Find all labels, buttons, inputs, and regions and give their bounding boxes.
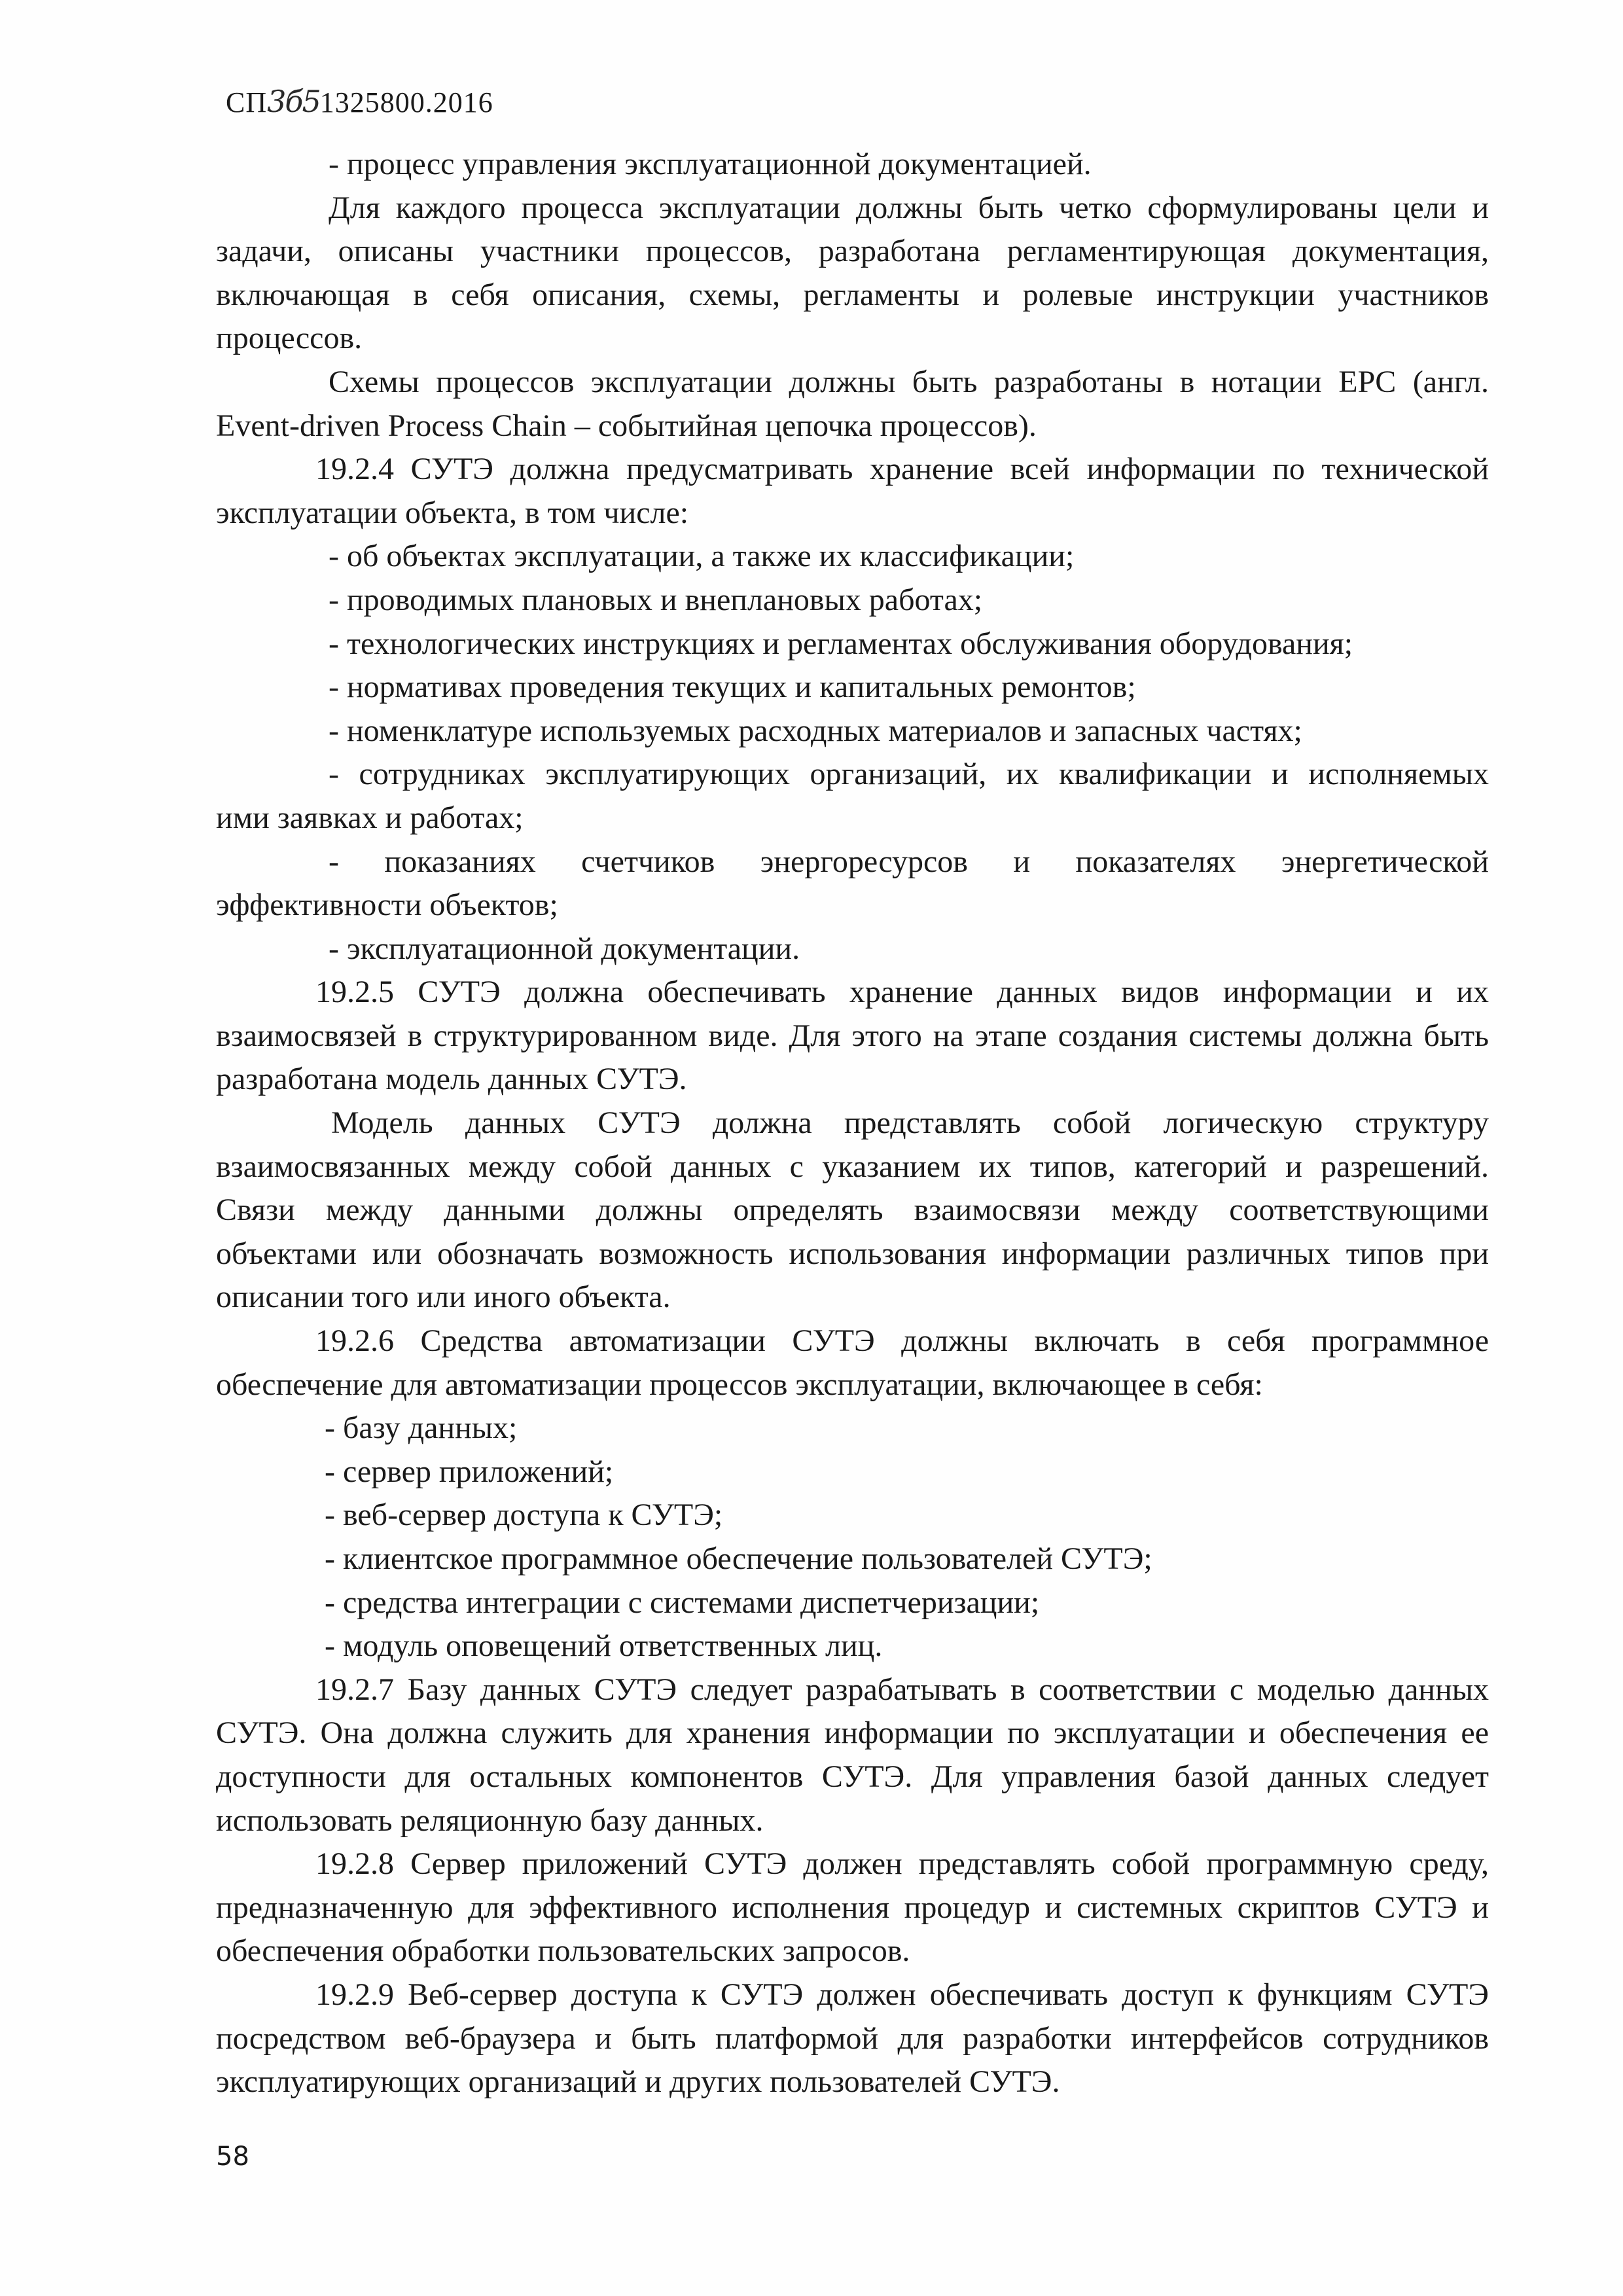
list-item: - об объектах эксплуатации, а также их классификации; xyxy=(329,539,1075,574)
list-item: - показаниях счетчиков энергоресурсов и показателях энергетической xyxy=(329,844,1489,879)
list-item: - технологических инструкциях и регламентах обслуживания оборудования; xyxy=(329,626,1353,661)
list-item: - сотрудниках эксплуатирующих организаций, их квалификации и исполняемых xyxy=(329,757,1489,792)
text-line: объектами или обозначать возможность использования информации различных типов при xyxy=(216,1236,1489,1271)
text-line: включающая в себя описания, схемы, регламенты и ролевые инструкции участников xyxy=(216,277,1489,312)
list-item: - веб-сервер доступа к СУТЭ; xyxy=(325,1498,723,1533)
list-item: - эксплуатационной документации. xyxy=(329,931,800,966)
text-line: 19.2.6 Средства автоматизации СУТЭ должны включать в себя программное xyxy=(315,1323,1489,1359)
page-number: 58 xyxy=(216,2142,249,2172)
list-item: - базу данных; xyxy=(325,1410,518,1446)
handwritten-number: 3б5 xyxy=(267,84,320,119)
text-line: задачи, описаны участники процессов, разработана регламентирующая документация, xyxy=(216,234,1489,269)
text-line: посредством веб-браузера и быть платформой для разработки интерфейсов сотрудников xyxy=(216,2020,1489,2056)
header-number: 1325800.2016 xyxy=(319,86,493,118)
text-line: 19.2.5 СУТЭ должна обеспечивать хранение данных видов информации и их xyxy=(315,975,1489,1010)
list-item: - клиентское программное обеспечение пользователей СУТЭ; xyxy=(325,1541,1152,1576)
text-line: разработана модель данных СУТЭ. xyxy=(216,1062,687,1097)
text-line: Модель данных СУТЭ должна представлять собой логическую структуру xyxy=(331,1105,1489,1141)
text-line: Event-driven Process Chain – событийная цепочка процессов). xyxy=(216,408,1037,443)
text-line: Связи между данными должны определять взаимосвязи между соответствующими xyxy=(216,1193,1489,1228)
text-line: обеспечения обработки пользовательских запросов. xyxy=(216,1933,910,1969)
text-line: взаимосвязанных между собой данных с указанием их типов, категорий и разрешений. xyxy=(216,1149,1489,1184)
text-line: 19.2.4 СУТЭ должна предусматривать хранение всей информации по технической xyxy=(315,452,1489,487)
text-line: описании того или иного объекта. xyxy=(216,1280,671,1315)
list-item: - номенклатуре используемых расходных материалов и запасных частях; xyxy=(329,713,1302,748)
text-line: 19.2.7 Базу данных СУТЭ следует разрабатывать в соответствии с моделью данных xyxy=(315,1672,1489,1707)
list-item: - проводимых плановых и внеплановых работах; xyxy=(329,582,983,617)
text-line: обеспечение для автоматизации процессов эксплуатации, включающее в себя: xyxy=(216,1367,1263,1402)
text-line: взаимосвязей в структурированном виде. Для этого на этапе создания системы должна быть xyxy=(216,1018,1489,1053)
list-item: - нормативах проведения текущих и капитальных ремонтов; xyxy=(329,670,1136,705)
text-line: эксплуатации объекта, в том числе: xyxy=(216,495,689,530)
text-line: ими заявках и работах; xyxy=(216,800,524,835)
text-line: - процесс управления эксплуатационной документацией. xyxy=(329,147,1092,181)
text-line: Схемы процессов эксплуатации должны быть разработаны в нотации EPC (англ. xyxy=(329,364,1489,399)
text-line: использовать реляционную базу данных. xyxy=(216,1803,764,1838)
list-item: - средства интеграции с системами диспетчеризации; xyxy=(325,1585,1040,1620)
text-line: доступности для остальных компонентов СУТЭ. Для управления базой данных следует xyxy=(216,1759,1489,1794)
text-line: процессов. xyxy=(216,321,363,356)
document-code-header xyxy=(226,84,493,119)
text-line: 19.2.8 Сервер приложений СУТЭ должен представлять собой программную среду, xyxy=(315,1846,1489,1882)
header-prefix: СП xyxy=(226,86,268,118)
text-line: СУТЭ. Она должна служить для хранения информации по эксплуатации и обеспечения ее xyxy=(216,1715,1489,1751)
text-line: 19.2.9 Веб-сервер доступа к СУТЭ должен обеспечивать доступ к функциям СУТЭ xyxy=(315,1977,1489,2012)
text-line: предназначенную для эффективного исполнения процедур и системных скриптов СУТЭ и xyxy=(216,1890,1489,1925)
list-item: - сервер приложений; xyxy=(325,1454,614,1489)
text-line: эксплуатирующих организаций и других пользователей СУТЭ. xyxy=(216,2064,1060,2100)
text-line: Для каждого процесса эксплуатации должны быть четко сформулированы цели и xyxy=(329,190,1489,225)
list-item: - модуль оповещений ответственных лиц. xyxy=(325,1628,883,1664)
document-body xyxy=(216,143,1489,2104)
text-line: эффективности объектов; xyxy=(216,888,558,923)
